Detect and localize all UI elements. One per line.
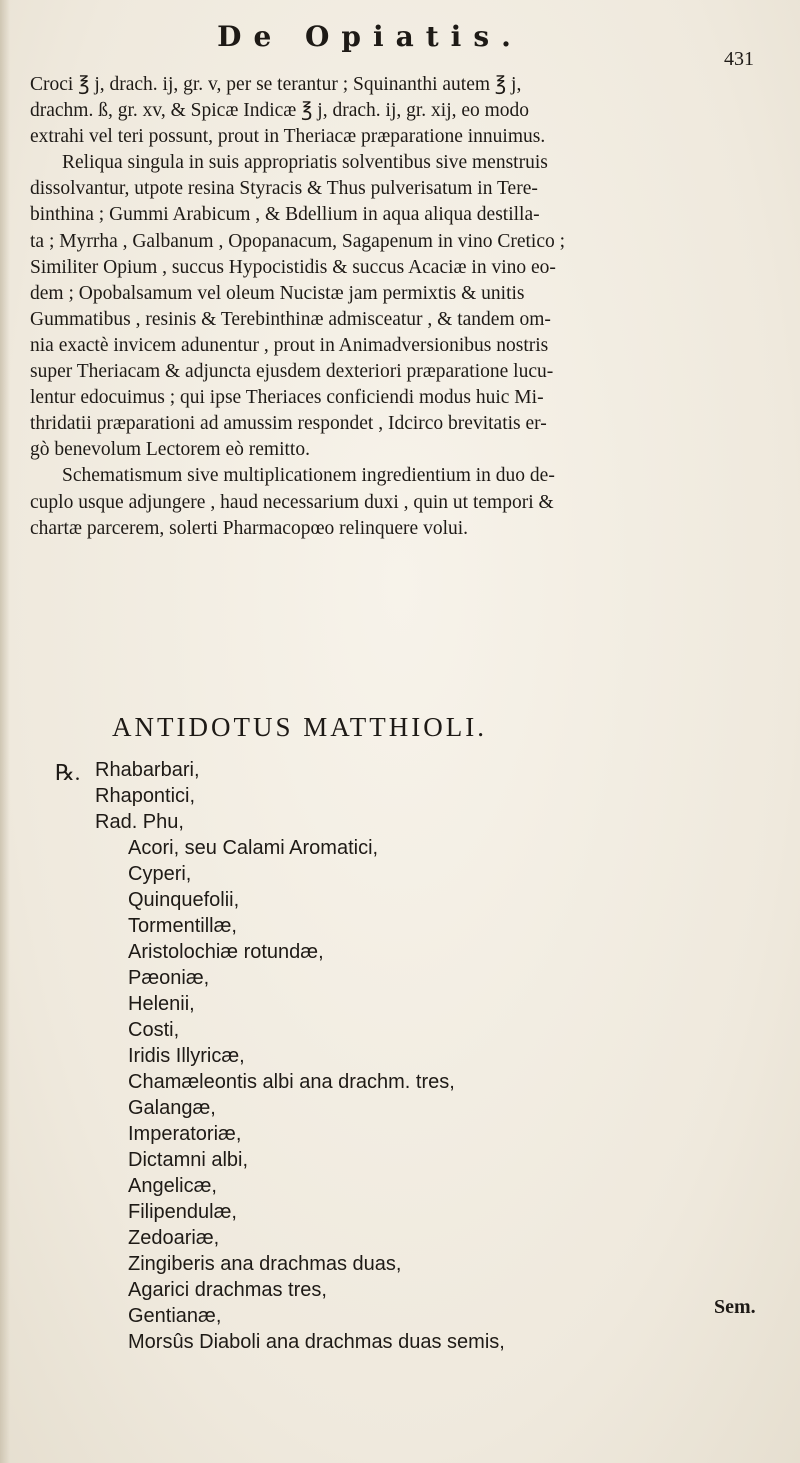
- section-title: ANTIDOTUS MATTHIOLI.: [112, 712, 487, 742]
- text-line: cuplo usque adjungere , haud necessarium duxi , quin ut tempori &: [30, 491, 554, 513]
- list-item: Pæoniæ,: [128, 967, 210, 989]
- list-item: Agarici drachmas tres,: [128, 1279, 327, 1301]
- text-line: dem ; Opobalsamum vel oleum Nucistæ jam permixtis & unitis: [30, 282, 525, 304]
- running-head: De Opiatis.: [217, 20, 523, 53]
- list-item: Tormentillæ,: [128, 915, 237, 937]
- list-item: Galangæ,: [128, 1097, 216, 1119]
- list-item: Chamæleontis albi ana drachm. tres,: [128, 1071, 455, 1093]
- text-line: nia exactè invicem adunentur , prout in Animadversionibus nostris: [30, 334, 549, 356]
- text-line: lentur edocuimus ; qui ipse Theriaces conficiendi modus huic Mi-: [30, 387, 544, 409]
- body-paragraphs: [30, 72, 750, 542]
- list-item: Cyperi,: [128, 863, 192, 885]
- text-line: Similiter Opium , succus Hypocistidis & succus Acaciæ in vino eo-: [30, 256, 556, 278]
- list-item: Gentianæ,: [128, 1305, 222, 1327]
- text-line: binthina ; Gummi Arabicum , & Bdellium in aqua aliqua destilla-: [30, 204, 540, 226]
- text-line: Schematismum sive multiplicationem ingredientium in duo de-: [62, 465, 555, 487]
- page-edge-shadow: [0, 0, 10, 1463]
- list-item: Zingiberis ana drachmas duas,: [128, 1253, 402, 1275]
- list-item: Quinquefolii,: [128, 889, 240, 911]
- list-item: Aristolochiæ rotundæ,: [128, 941, 324, 963]
- text-line: Croci ℥ j, drach. ij, gr. v, per se terantur ; Squinanthi autem ℥ j,: [30, 74, 522, 95]
- list-item: Rad. Phu,: [95, 811, 184, 833]
- text-line: Gummatibus , resinis & Terebinthinæ admisceatur , & tandem om-: [30, 308, 551, 330]
- text-line: drachm. ß, gr. xv, & Spicæ Indicæ ℥ j, drach. ij, gr. xij, eo modo: [30, 100, 530, 122]
- text-line: ta ; Myrrha , Galbanum , Opopanacum, Sagapenum in vino Cretico ;: [30, 230, 566, 252]
- text-line: thridatii præparationi ad amussim respondet , Idcirco brevitatis er-: [30, 413, 547, 435]
- list-item: Helenii,: [128, 993, 195, 1015]
- ingredient-list: [95, 757, 735, 1355]
- list-item: Iridis Illyricæ,: [128, 1045, 245, 1067]
- list-item: Rhapontici,: [95, 785, 196, 807]
- list-item: Dictamni albi,: [128, 1149, 249, 1171]
- recipe-symbol: ℞.: [55, 760, 81, 785]
- list-item: Costi,: [128, 1019, 180, 1041]
- list-item: Rhabarbari,: [95, 759, 200, 781]
- list-item: Angelicæ,: [128, 1175, 217, 1197]
- list-item: Acori, seu Calami Aromatici,: [128, 837, 379, 859]
- list-item: Imperatoriæ,: [128, 1123, 242, 1145]
- list-item: Filipendulæ,: [128, 1201, 237, 1223]
- text-line: chartæ parcerem, solerti Pharmacopœo relinquere volui.: [30, 517, 469, 539]
- list-item: Zedoariæ,: [128, 1227, 220, 1249]
- text-line: dissolvantur, utpote resina Styracis & Thus pulverisatum in Tere-: [30, 178, 538, 200]
- text-line: Reliqua singula in suis appropriatis solventibus sive menstruis: [62, 152, 548, 174]
- catchword: Sem.: [714, 1296, 756, 1318]
- text-line: extrahi vel teri possunt, prout in Theriacæ præparatione innuimus.: [30, 126, 546, 148]
- page-number: 431: [724, 48, 754, 70]
- text-line: super Theriacam & adjuncta ejusdem dexteriori præparatione lucu-: [30, 361, 554, 383]
- text-line: gò benevolum Lectorem eò remitto.: [30, 439, 310, 461]
- list-item: Morsûs Diaboli ana drachmas duas semis,: [128, 1331, 505, 1353]
